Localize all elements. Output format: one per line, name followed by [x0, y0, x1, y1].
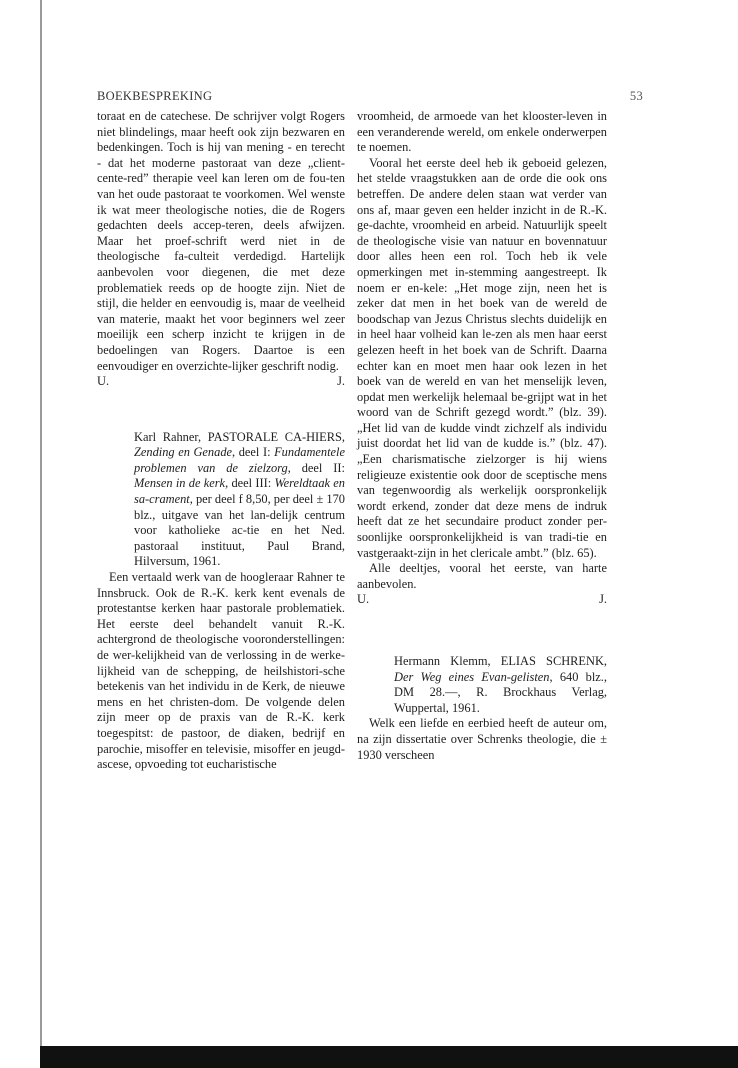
right-column: [357, 109, 607, 763]
review1-continuation: toraat en de catechese. De schrijver volgt Rogers niet blindelings, maar heeft ook zijn bezwaren en bedenkingen. Toch is hij van mening - en terecht - dat het moderne pastoraat van deze „client-cente-red” therapie veel kan leren om de fou-ten van het oude pastoraat te voorkomen. Wel wenste ik wat meer theologische noties, die de Rogers gedachten deels accep-teren, deels afwijzen. Maar het proef-schrift werd niet in de theologische fa-culteit verdedigd. Hartelijk aanbevolen voor diegenen, die met deze problematiek reeds op de hoogte zijn. Niet de stijl, die helder en eenvoudig is, maar de veelheid van materie, maakt het voor beginners wel zeer moeilijk een scherp inzicht te krijgen in de bedoelingen van Rogers. Daartoe is een eenvoudiger en overzichte-lijker geschrift nodig.: [97, 109, 345, 373]
bib-details: , per deel f 8,50, per deel ± 170 blz., uitgave van het lan-delijk centrum voor katholieke ac-tie en het Ned. pastoraal instituut, Paul Brand, Hilversum, 1961.: [134, 492, 345, 569]
signature-initial-left: U.: [97, 374, 110, 389]
bibliographic-entry-rahner: [97, 430, 345, 570]
review2-part1: Een vertaald werk van de hoogleraar Rahner te Innsbruck. Ook de R.-K. kerk kent evenals de protestantse kerken haar pastorale problematiek. Het eerste deel behandelt vanuit R.-K. achtergrond de theologische vooronderstellingen: de wer-kelijkheid van de verlossing in de werke-lijkheid van de schepping, de heilshistori-sche betekenis van het individu in de Kerk, de nieuwe mens en het christen-dom. De volgende delen zijn meer op de praxis van de R.-K. kerk toegespitst: de pastoor, de diaken, bedrijf en parochie, misoffer en televisie, misoffer en jeugd-ascese, opvoeding tot eucharistische: [97, 570, 345, 772]
bibliographic-entry-klemm: [357, 654, 607, 716]
bib-author-title: Hermann Klemm, ELIAS SCHRENK,: [394, 654, 607, 668]
review2-part4: Alle deeltjes, vooral het eerste, van harte aanbevolen.: [357, 561, 607, 591]
signature-initial-right: J.: [599, 592, 607, 607]
bib-part-1: Fundamentele problemen van de zielzorg: [134, 445, 345, 475]
bib-part-2: Mensen in de kerk: [134, 476, 226, 491]
bib-sep: , deel II:: [287, 460, 345, 475]
running-head-title: BOEKBESPREKING: [97, 89, 213, 103]
signature-initial-right: J.: [337, 374, 345, 389]
review2-part3: Vooral het eerste deel heb ik geboeid gelezen, het stelde vraagstukken aan de orde die ook ons betreffen. De andere delen staan wat verder van ons af, maar geven een helder inzicht in de R.-K. ge-dachte, vroomheid en arbeid. Natuurlijk speelt de theologische visie van natuur en bovennatuur door alles heen een rol. Toch heb ik vele opmerkingen met in-stemming aangestreept. Ik noem er en-kele: „Het moge zijn, neen het is zeker dat men in het boek van de wereld de boodschap van Jezus Christus slechts duidelijk en in heel haar volheid kan le-zen als men haar eerst gelezen heeft in het boek van de Schrift. Daarna echter kan en moet men haar ook lezen in het boek van de wereld en van het menselijk leven, opdat men werkelijk helemaal be-grijpt wat in het woord van de Schrift gezegd wordt.” (blz. 39). „Het lid van de kudde vindt zichzelf als individu juist doordat het lid van de kudde is.” (blz. 47). „Een charismatische zielzorger is hij wiens religieuze existentie ook door de sceptische mens van tegenwoordig als werkelijk oorspronkelijk wordt erkend, zonder dat deze mens de indruk heeft dat ze het secundaire product zonder per-soonlijke oorspronkelijkheid is van tradi-tie en vastgeraakt-zijn in het clericale ambt.” (blz. 65).: [357, 155, 607, 560]
page-edge-left: [40, 0, 42, 1046]
bib-sep: , deel III:: [225, 476, 275, 491]
review2-part2: vroomheid, de armoede van het klooster-leven in een veranderende wereld, om enkele onderwerpen te noemen.: [357, 109, 607, 155]
running-head: [97, 89, 643, 105]
review3-start: Welk een liefde en eerbied heeft de auteur om, na zijn dissertatie over Schrenks theologie, die ± 1930 verscheen: [357, 716, 607, 762]
section-gap: [357, 608, 607, 654]
bib-sep: , deel I:: [232, 445, 275, 460]
bib-subtitle: Zending en Genade: [134, 445, 233, 460]
section-gap: [97, 390, 345, 430]
bib-part-3: Wereldtaak en sa-crament: [134, 476, 345, 507]
page-edge-bottom: [40, 1046, 738, 1068]
bib-author-title: Karl Rahner, PASTORALE CA-HIERS,: [134, 429, 345, 444]
review1-signature: [97, 374, 345, 390]
review2-signature: [357, 592, 607, 608]
signature-initial-left: U.: [357, 592, 370, 607]
page-number: 53: [629, 89, 643, 103]
bib-details: , 640 blz., DM 28.—, R. Brockhaus Verlag, Wuppertal, 1961.: [394, 669, 607, 715]
left-column: [97, 109, 345, 773]
bib-subtitle: Der Weg eines Evan-gelisten: [394, 669, 550, 684]
